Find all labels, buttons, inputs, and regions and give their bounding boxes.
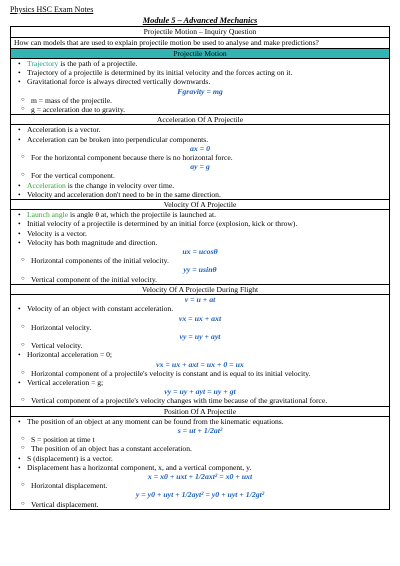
formula-ux: ux = ucosθ	[182, 247, 218, 257]
list-item: • Displacement has a horizontal component, x, and a vertical component, y.	[27, 463, 387, 472]
formula-vy: vy = uy + ayt	[179, 331, 221, 341]
formula-ay: ay = g	[190, 162, 210, 172]
formula-gravity: Fgravity = mg	[177, 86, 223, 96]
formula-uy: yy = usinθ	[183, 265, 217, 275]
sub-list-item: ○ The position of an object has a constant acceleration.	[31, 444, 387, 453]
list-item: • Acceleration is a vector.	[27, 125, 387, 134]
inquiry-heading: Projectile Motion – Inquiry Question	[11, 27, 389, 37]
term-trajectory: Trajectory	[27, 59, 59, 69]
inquiry-question: How can models that are used to explain projectile motion be used to analyse and make predictions?	[14, 37, 319, 47]
term-acceleration: Acceleration	[27, 180, 66, 190]
projectile-motion-section	[11, 59, 389, 114]
list-item: • Horizontal acceleration = 0;	[27, 350, 387, 359]
list-item	[27, 181, 387, 190]
formula-y: y = y0 + uyt + 1/2ayt² = y0 + uyt + 1/2gt²	[135, 490, 265, 500]
acceleration-heading: Acceleration Of A Projectile	[11, 114, 389, 125]
list-item	[27, 59, 387, 68]
velocity-section	[11, 210, 389, 284]
list-item: • Velocity is a vector.	[27, 229, 387, 238]
sub-list-item: ○ S = position at time t	[31, 435, 387, 444]
notes-table	[10, 26, 390, 509]
list-item: • The position of an object at any moment can be found from the kinematic equations.	[27, 417, 387, 426]
acceleration-section	[11, 125, 389, 199]
document-page	[10, 0, 390, 510]
formula-vx-const: vx = ux + axt = ux + 0 = ux	[156, 359, 244, 369]
sub-list-item: ○ Vertical component of the initial velocity.	[31, 275, 387, 284]
sub-list-item: ○ Vertical component of a projectile's velocity changes with time because of the gravitational force.	[31, 396, 387, 405]
header-title: Physics HSC Exam Notes	[10, 5, 94, 14]
formula-vy-gt: vy = uy + ayt = uy + gt	[164, 387, 236, 397]
position-heading: Position Of A Projectile	[11, 406, 389, 417]
flight-heading: Velocity Of A Projectile During Flight	[11, 284, 389, 295]
sub-list-item: ○ m = mass of the projectile.	[31, 96, 387, 105]
list-item: • Initial velocity of a projectile is determined by an initial force (explosion, kick or throw).	[27, 219, 387, 228]
sub-list-item: ○ Horizontal displacement.	[31, 481, 387, 490]
position-section	[11, 417, 389, 509]
list-item: • Velocity has both magnitude and direction.	[27, 238, 387, 247]
sub-list-item: ○ Horizontal velocity.	[31, 323, 387, 332]
list-item-text: is the change in velocity over time.	[65, 180, 175, 190]
formula-vx: vx = ux + axt	[178, 313, 222, 323]
sub-list-item: ○ For the horizontal component because there is no horizontal force.	[31, 153, 387, 162]
list-item-text: is the path of a projectile.	[58, 59, 138, 69]
flight-section	[11, 295, 389, 405]
list-item	[27, 210, 387, 219]
formula-v: v = u + at	[184, 295, 216, 305]
list-item: • Velocity and acceleration don't need to be in the same direction.	[27, 190, 387, 199]
formula-s: s = ut + 1/2at²	[177, 425, 223, 435]
module-title: Module 5 – Advanced Mechanics	[142, 16, 258, 26]
sub-list-item: ○ Vertical displacement.	[31, 500, 387, 509]
projectile-motion-heading: Projectile Motion	[11, 48, 389, 59]
list-item: • Velocity of an object with constant acceleration.	[27, 304, 387, 313]
list-item: • S (displacement) is a vector.	[27, 454, 387, 463]
sub-list-item: ○ Horizontal component of a projectile's velocity is constant and is equal to its initial velocity.	[31, 369, 387, 378]
sub-list-item: ○ Horizontal components of the initial velocity.	[31, 256, 387, 265]
list-item: • Vertical acceleration = g;	[27, 378, 387, 387]
list-item: • Trajectory of a projectile is determined by its initial velocity and the forces acting on it.	[27, 68, 387, 77]
formula-ax: ax = 0	[189, 143, 211, 153]
list-item-text: is angle θ at, which the projectile is launched at.	[68, 210, 216, 220]
list-item: • Acceleration can be broken into perpendicular components.	[27, 135, 387, 144]
sub-list-item: ○ Vertical velocity.	[31, 341, 387, 350]
formula-x: x = x0 + uxt + 1/2axt² = x0 + uxt	[147, 471, 253, 481]
sub-list-item: ○ g = acceleration due to gravity.	[31, 105, 387, 114]
list-item: • Gravitational force is always directed vertically downwards.	[27, 77, 387, 86]
term-launch-angle: Launch angle	[27, 210, 69, 220]
velocity-heading: Velocity Of A Projectile	[11, 199, 389, 210]
sub-list-item: ○ For the vertical component.	[31, 171, 387, 180]
